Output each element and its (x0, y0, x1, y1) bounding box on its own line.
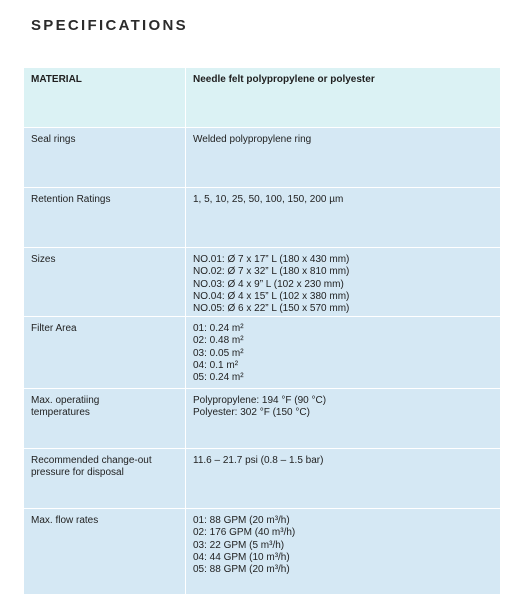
row-value: 11.6 – 21.7 psi (0.8 – 1.5 bar) (193, 455, 324, 466)
row-label-cell (24, 389, 186, 449)
row-label: Sizes (31, 254, 56, 265)
row-label-line: temperatures (31, 407, 90, 419)
row-value: Welded polypropylene ring (193, 134, 312, 145)
table-row-sizes (24, 248, 500, 317)
row-value-cell (186, 509, 500, 595)
header-value-cell (186, 68, 500, 128)
table-row-max-temperatures (24, 389, 500, 449)
row-label-cell (24, 509, 186, 595)
row-label-cell (24, 188, 186, 248)
specifications-table (24, 68, 500, 595)
row-value-line: NO.04: Ø 4 x 15” L (102 x 380 mm) (193, 290, 350, 302)
table-row-seal-rings (24, 128, 500, 188)
page-title: SPECIFICATIONS (31, 17, 188, 34)
row-value-line: Polyester: 302 °F (150 °C) (193, 407, 310, 419)
row-label-cell (24, 317, 186, 389)
row-value-line: NO.03: Ø 4 x 9” L (102 x 230 mm) (193, 278, 344, 290)
row-value-line: NO.01: Ø 7 x 17” L (180 x 430 mm) (193, 254, 350, 265)
row-value-line: 01: 88 GPM (20 m³/h) (193, 515, 290, 526)
row-value-cell (186, 449, 500, 509)
row-label-line: Max. operatiing (31, 395, 100, 406)
row-label-line: Recommended change-out (31, 455, 152, 466)
header-label-cell (24, 68, 186, 128)
row-value-cell (186, 188, 500, 248)
row-value-line: 04: 44 GPM (10 m³/h) (193, 551, 290, 563)
row-value-line: 04: 0.1 m² (193, 359, 239, 371)
row-value-line: NO.02: Ø 7 x 32” L (180 x 810 mm) (193, 266, 350, 278)
table-row-change-out-pressure (24, 449, 500, 509)
row-label: Retention Ratings (31, 194, 111, 205)
table-row-max-flow-rates (24, 509, 500, 595)
row-value-cell (186, 128, 500, 188)
table-row-retention-ratings (24, 188, 500, 248)
row-value-cell (186, 317, 500, 389)
header-value: Needle felt polypropylene or polyester (193, 74, 375, 85)
row-label-cell (24, 248, 186, 317)
row-value-line: 05: 88 GPM (20 m³/h) (193, 564, 290, 576)
row-label-cell (24, 128, 186, 188)
row-value-line: 03: 22 GPM (5 m³/h) (193, 539, 285, 551)
row-value-line: 02: 176 GPM (40 m³/h) (193, 527, 296, 539)
row-value-line: NO.05: Ø 6 x 22” L (150 x 570 mm) (193, 303, 350, 315)
header-label: MATERIAL (31, 74, 82, 85)
row-label-line: pressure for disposal (31, 467, 124, 479)
row-value-line: Polypropylene: 194 °F (90 °C) (193, 395, 327, 406)
table-header-row (24, 68, 500, 128)
row-label: Seal rings (31, 134, 76, 145)
row-value-cell (186, 389, 500, 449)
row-value: 1, 5, 10, 25, 50, 100, 150, 200 µm (193, 194, 344, 205)
row-value-line: 03: 0.05 m² (193, 347, 244, 359)
table-row-filter-area (24, 317, 500, 389)
row-value-cell (186, 248, 500, 317)
row-value-line: 05: 0.24 m² (193, 372, 244, 384)
row-value-line: 01: 0.24 m² (193, 323, 244, 334)
row-label: Filter Area (31, 323, 77, 334)
row-value-line: 02: 0.48 m² (193, 335, 244, 347)
row-label: Max. flow rates (31, 515, 99, 526)
row-label-cell (24, 449, 186, 509)
